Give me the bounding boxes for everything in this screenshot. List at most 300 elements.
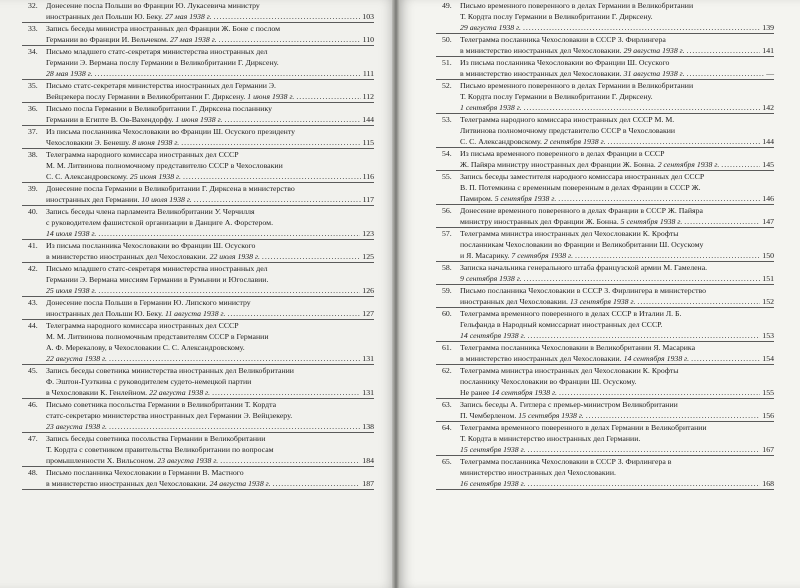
entry-title-line: Письмо посланника Чехословакии в Германии В. Мастного	[46, 468, 244, 477]
entry-title-end: в министерство иностранных дел Чехословакии.	[46, 479, 208, 488]
entry-last-line	[460, 410, 774, 421]
entry-body	[460, 34, 774, 56]
entry-page-number: 187	[362, 479, 374, 488]
entry-title-end: министру иностранных дел Франции Ж. Бонна.	[460, 217, 619, 226]
leader-dots	[181, 137, 360, 148]
entry-page-number: 126	[362, 286, 374, 295]
entry-body	[460, 57, 774, 79]
entry-last-line	[460, 193, 774, 204]
entry-title-end: С. С. Александровскому.	[460, 137, 542, 146]
entry-title-tail	[460, 159, 719, 170]
entry-number: 38.	[28, 150, 38, 159]
toc-entry	[22, 297, 374, 320]
leader-dots	[98, 228, 360, 239]
toc-entry	[436, 148, 774, 171]
entry-title-line: Донесение временного поверенного в делах Франции в СССР Ж. Пайяра	[460, 206, 703, 215]
entry-title-tail	[46, 308, 225, 319]
entry-title-tail	[46, 478, 271, 489]
entry-title-tail	[46, 387, 210, 398]
entry-title-line: Телеграмма министра иностранных дел Чехословакии К. Крофты	[460, 366, 679, 375]
entry-body	[46, 320, 374, 364]
entry-body	[460, 262, 774, 284]
entry-last-line	[46, 11, 374, 22]
toc-entry	[436, 171, 774, 205]
entry-page-number: —	[766, 69, 774, 78]
toc-entry	[436, 422, 774, 456]
entry-title-line: А. Ф. Мерекалову, в Чехословакии С. С. Александровскому.	[46, 343, 245, 352]
entry-body	[460, 0, 774, 33]
entry-last-line	[46, 285, 374, 296]
entry-title-line: Гельфанда в Народный комиссариат иностранных дел СССР.	[460, 320, 663, 329]
entry-number: 54.	[442, 149, 452, 158]
entry-page-number: 117	[362, 195, 374, 204]
entry-page-number: 155	[762, 388, 774, 397]
entry-page-number: 168	[762, 479, 774, 488]
entry-title-line: Донесение посла Польши во Франции Ю. Лукасевича министру	[46, 1, 260, 10]
entry-title-line: Т. Кордта послу Германии в Великобритании Г. Дирксену.	[460, 12, 653, 21]
entry-title-tail	[46, 421, 107, 432]
entry-title-line: Записка начальника генерального штаба французской армии М. Гамелена.	[460, 263, 708, 272]
entry-date: 14 июля 1938 г.	[46, 229, 97, 238]
entry-body	[46, 365, 374, 398]
entry-title-line: Телеграмма народного комиссара иностранных дел СССР	[46, 321, 239, 330]
entry-page-number: 144	[362, 115, 374, 124]
entry-number: 43.	[28, 298, 38, 307]
entry-last-line	[46, 114, 374, 125]
entry-body	[46, 80, 374, 102]
entry-date: 22 июля 1938 г.	[209, 252, 260, 261]
entry-date: 8 июня 1938 г.	[132, 138, 180, 147]
leader-dots	[721, 159, 760, 170]
entry-title-end: промышленности Х. Вильсоном.	[46, 456, 156, 465]
entry-title-line: Запись беседы члена парламента Великобритании У. Черчилля	[46, 207, 255, 216]
entry-number: 49.	[442, 1, 452, 10]
entry-title-tail	[46, 455, 218, 466]
toc-entry	[436, 0, 774, 34]
entry-body	[46, 149, 374, 182]
entry-last-line	[46, 308, 374, 319]
entry-number: 36.	[28, 104, 38, 113]
entry-title-tail	[460, 45, 685, 56]
entry-title-end: в министерство иностранных дел Чехословакии.	[460, 354, 622, 363]
entry-title-line: Донесение посла Германии в Великобритании Г. Дирксена в министерство	[46, 184, 295, 193]
entry-number: 57.	[442, 229, 452, 238]
entry-last-line	[46, 194, 374, 205]
toc-entry	[22, 320, 374, 365]
entry-number: 51.	[442, 58, 452, 67]
entry-page-number: 153	[762, 331, 774, 340]
toc-entry	[22, 433, 374, 467]
entry-last-line	[46, 251, 374, 262]
entry-title-end: иностранных дел Чехословакии.	[460, 297, 568, 306]
entry-title-end: Чехословакии Э. Бенешу.	[46, 138, 131, 147]
toc-entry	[436, 365, 774, 399]
entry-title-tail	[46, 114, 223, 125]
entry-body	[46, 297, 374, 319]
entry-body	[46, 46, 374, 79]
leader-dots	[687, 45, 761, 56]
leader-dots	[524, 102, 761, 113]
entry-title-line: Письмо младшего статс-секретаря министерства иностранных дел	[46, 264, 268, 273]
entry-body	[460, 171, 774, 204]
entry-page-number: 123	[362, 229, 374, 238]
entry-number: 53.	[442, 115, 452, 124]
entry-date: 5 сентября 1938 г.	[494, 194, 557, 203]
leader-dots	[559, 387, 760, 398]
entry-page-number: 116	[362, 172, 374, 181]
entry-title-end: С. С. Александровскому.	[46, 172, 128, 181]
leader-dots	[212, 387, 360, 398]
entry-date: 1 июня 1938 г.	[247, 92, 295, 101]
entry-title-line: Германии Э. Вермана послу Германии в Великобритании Г. Дирксену.	[46, 58, 279, 67]
leader-dots	[637, 296, 760, 307]
entry-title-line: Телеграмма посланника Чехословакии в СССР З. Фирлингера	[460, 35, 666, 44]
toc-entry	[22, 206, 374, 240]
entry-title-line: посланникам Чехословакии во Франции и Великобритании Ш. Осускому	[460, 240, 704, 249]
toc-entry	[22, 240, 374, 263]
leader-dots	[684, 216, 760, 227]
entry-last-line	[46, 228, 374, 239]
entry-title-tail	[46, 91, 294, 102]
entry-date: 15 сентября 1938 г.	[518, 411, 584, 420]
entry-title-line: Донесение посла Польши в Германии Ю. Липского министру	[46, 298, 251, 307]
entry-last-line	[460, 45, 774, 56]
entry-title-tail	[460, 136, 606, 147]
entry-date: 11 августа 1938 г.	[165, 309, 226, 318]
entry-body	[46, 103, 374, 125]
entry-date: 9 сентября 1938 г.	[460, 274, 522, 283]
entry-title-line: посланнику Чехословакии во Франции Ш. Осускому.	[460, 377, 637, 386]
entry-body	[46, 0, 374, 22]
entry-last-line	[460, 250, 774, 261]
entry-last-line	[460, 102, 774, 113]
leader-dots	[523, 22, 760, 33]
entry-title-tail	[460, 330, 526, 341]
leader-dots	[98, 285, 360, 296]
entry-title-tail	[460, 193, 556, 204]
entry-page-number: 110	[362, 35, 374, 44]
entry-body	[46, 206, 374, 239]
toc-entry	[22, 467, 374, 490]
entry-last-line	[46, 421, 374, 432]
entry-title-line: Телеграмма народного комиссара иностранных дел СССР М. М.	[460, 115, 675, 124]
entry-page-number: 152	[762, 297, 774, 306]
entry-title-end: иностранных дел Германии.	[46, 195, 140, 204]
entry-title-line: Телеграмма министра иностранных дел Чехословакии К. Крофты	[460, 229, 679, 238]
entry-title-tail	[460, 353, 689, 364]
entry-title-line: министерство иностранных дел Чехословакии.	[460, 468, 616, 477]
entry-title-line: Т. Кордта с советником правительства Великобритании по вопросам	[46, 445, 274, 454]
entry-title-line: Запись беседы советника посольства Германии в Великобритании	[46, 434, 266, 443]
entry-last-line	[460, 216, 774, 227]
entry-page-number: 111	[362, 69, 374, 78]
toc-entry	[436, 205, 774, 228]
entry-date: 14 сентября 1938 г.	[623, 354, 690, 363]
entry-last-line	[46, 387, 374, 398]
toc-entry	[22, 23, 374, 46]
entry-title-tail	[46, 68, 93, 79]
entry-body	[460, 422, 774, 455]
entry-title-line: В. П. Потемкина с временным поверенным в делах Франции в СССР Ж.	[460, 183, 701, 192]
entry-page-number: 146	[762, 194, 774, 203]
entry-title-line: М. М. Литвинова полномочному представителю СССР в Чехословакии	[46, 161, 283, 170]
entry-title-line: Письмо временного поверенного в делах Германии в Великобритании	[460, 81, 694, 90]
entry-body	[46, 240, 374, 262]
entry-title-line: Германии Э. Вермана миссиям Германии в Румынии и Югославии.	[46, 275, 269, 284]
entry-title-end: Не ранее	[460, 388, 490, 397]
leader-dots	[586, 410, 761, 421]
entry-title-end: в министерство иностранных дел Чехословакии.	[460, 46, 622, 55]
entry-title-tail	[46, 251, 260, 262]
entry-last-line	[460, 159, 774, 170]
entry-number: 37.	[28, 127, 38, 136]
entry-body	[460, 148, 774, 170]
entry-title-tail	[460, 444, 526, 455]
entry-date: 23 августа 1938 г.	[157, 456, 219, 465]
entry-title-line: Из письма посланника Чехословакии во Франции Ш. Осуского	[460, 58, 670, 67]
entry-title-line: М. М. Литвинова полномочным представителям СССР в Германии	[46, 332, 269, 341]
entry-last-line	[46, 353, 374, 364]
entry-number: 63.	[442, 400, 452, 409]
toc-entry	[22, 183, 374, 206]
entry-title-line: Из письма временного поверенного в делах Франции в СССР	[460, 149, 665, 158]
entry-title-line: Из письма посланника Чехословакии во Франции Ш. Осуского президенту	[46, 127, 296, 136]
leader-dots	[183, 171, 361, 182]
entry-last-line	[46, 455, 374, 466]
entry-date: 1 июня 1938 г.	[175, 115, 223, 124]
entry-title-tail	[460, 102, 522, 113]
entry-title-line: Т. Кордта в министерство иностранных дел Германии.	[460, 434, 641, 443]
entry-body	[460, 285, 774, 307]
leader-dots	[109, 353, 360, 364]
toc-entry	[22, 0, 374, 23]
toc-entry	[22, 126, 374, 149]
entry-title-tail	[460, 273, 522, 284]
leader-dots	[214, 11, 361, 22]
leader-dots	[528, 444, 761, 455]
entry-date: 14 сентября 1938 г.	[460, 331, 526, 340]
entry-last-line	[46, 91, 374, 102]
leader-dots	[608, 136, 761, 147]
entry-title-tail	[460, 387, 557, 398]
entry-title-end: иностранных дел Польши Ю. Беку.	[46, 12, 164, 21]
entry-title-line: Телеграмма посланника Чехословакии в СССР З. Фирлингера в	[460, 457, 672, 466]
toc-entry	[436, 399, 774, 422]
entry-date: 1 сентября 1938 г.	[460, 103, 522, 112]
leader-dots	[524, 273, 761, 284]
entry-number: 34.	[28, 47, 38, 56]
entry-body	[46, 23, 374, 45]
entry-date: 7 сентября 1938 г.	[511, 251, 574, 260]
entry-title-end: Памиром.	[460, 194, 493, 203]
entry-page-number: 127	[362, 309, 374, 318]
entry-page-number: 138	[362, 422, 374, 431]
toc-entry	[436, 285, 774, 308]
entry-title-end: в Чехословакии К. Генлейном.	[46, 388, 148, 397]
entry-last-line	[46, 478, 374, 489]
toc-list-right	[436, 0, 774, 490]
entry-date: 28 мая 1938 г.	[46, 69, 93, 78]
entry-body	[460, 308, 774, 341]
entry-number: 47.	[28, 434, 38, 443]
entry-last-line	[46, 68, 374, 79]
entry-number: 35.	[28, 81, 38, 90]
entry-title-tail	[46, 228, 96, 239]
entry-number: 62.	[442, 366, 452, 375]
toc-entry	[436, 114, 774, 148]
entry-title-line: Т. Кордта послу Германии в Великобритании Г. Дирксену.	[460, 92, 653, 101]
entry-number: 39.	[28, 184, 38, 193]
entry-last-line	[46, 137, 374, 148]
entry-number: 64.	[442, 423, 452, 432]
entry-title-line: Телеграмма народного комиссара иностранных дел СССР	[46, 150, 239, 159]
left-page	[0, 0, 396, 588]
entry-body	[460, 365, 774, 398]
entry-number: 55.	[442, 172, 452, 181]
entry-title-line: Письмо советника посольства Германии в Великобритании Т. Кордта	[46, 400, 277, 409]
leader-dots	[219, 34, 361, 45]
entry-title-line: с руководителем фашистской организации в Данциге А. Форстером.	[46, 218, 274, 227]
entry-date: 27 мая 1938 г.	[165, 12, 212, 21]
leader-dots	[262, 251, 360, 262]
entry-date: 2 сентября 1938 г.	[657, 160, 720, 169]
leader-dots	[558, 193, 760, 204]
entry-number: 56.	[442, 206, 452, 215]
entry-title-line: Письмо младшего статс-секретаря министерства иностранных дел	[46, 47, 268, 56]
entry-title-tail	[460, 250, 573, 261]
entry-body	[460, 228, 774, 261]
entry-title-tail	[460, 216, 682, 227]
entry-page-number: 144	[762, 137, 774, 146]
entry-page-number: 112	[362, 92, 374, 101]
entry-date: 22 августа 1938 г.	[149, 388, 211, 397]
entry-page-number: 154	[762, 354, 774, 363]
entry-body	[46, 399, 374, 432]
entry-date: 23 августа 1938 г.	[46, 422, 107, 431]
entry-last-line	[460, 22, 774, 33]
entry-number: 59.	[442, 286, 452, 295]
entry-body	[46, 467, 374, 489]
entry-last-line	[46, 34, 374, 45]
entry-body	[460, 399, 774, 421]
entry-number: 61.	[442, 343, 452, 352]
entry-title-line: Письмо посланника Чехословакии в СССР З. Фирлингера в министерство	[460, 286, 707, 295]
entry-number: 32.	[28, 1, 38, 10]
entry-number: 48.	[28, 468, 38, 477]
entry-title-tail	[46, 137, 179, 148]
entry-date: 14 сентября 1938 г.	[491, 388, 557, 397]
entry-date: 10 июля 1938 г.	[141, 195, 192, 204]
toc-entry	[436, 308, 774, 342]
toc-list-left	[22, 0, 374, 490]
entry-page-number: 125	[362, 252, 374, 261]
entry-title-tail	[46, 11, 212, 22]
entry-last-line	[460, 296, 774, 307]
entry-title-line: Телеграмма временного поверенного в делах Германии в Великобритании	[460, 423, 707, 432]
entry-number: 40.	[28, 207, 38, 216]
entry-title-tail	[460, 410, 584, 421]
entry-date: 25 июля 1938 г.	[46, 286, 97, 295]
toc-entry	[436, 57, 774, 80]
leader-dots	[528, 330, 761, 341]
entry-page-number: 145	[762, 160, 774, 169]
entry-title-line: Телеграмма временного поверенного в делах СССР в Италии Л. Б.	[460, 309, 682, 318]
entry-date: 24 августа 1938 г.	[209, 479, 271, 488]
entry-number: 50.	[442, 35, 452, 44]
toc-entry	[22, 46, 374, 80]
entry-title-line: Ф. Эштон-Гуэткина с руководителем судето-немецкой партии	[46, 377, 252, 386]
entry-last-line	[460, 387, 774, 398]
leader-dots	[528, 478, 761, 489]
entry-title-line: Запись беседы заместителя народного комиссара иностранных дел СССР	[460, 172, 705, 181]
entry-title-end: Вейцзекера послу Германии в Великобритании Г. Дирксену.	[46, 92, 246, 101]
entry-last-line	[460, 273, 774, 284]
leader-dots	[194, 194, 361, 205]
toc-entry	[22, 365, 374, 399]
entry-date: 29 августа 1938 г.	[460, 23, 521, 32]
toc-entry	[22, 80, 374, 103]
entry-body	[460, 456, 774, 489]
entry-page-number: 103	[362, 12, 374, 21]
entry-number: 52.	[442, 81, 452, 90]
entry-page-number: 131	[362, 354, 374, 363]
entry-last-line	[460, 353, 774, 364]
entry-date: 29 августа 1938 г.	[623, 46, 685, 55]
entry-page-number: 115	[362, 138, 374, 147]
entry-page-number: 184	[362, 456, 374, 465]
entry-date: 27 мая 1938 г.	[170, 35, 217, 44]
entry-page-number: 147	[762, 217, 774, 226]
leader-dots	[687, 68, 765, 79]
entry-page-number: 167	[762, 445, 774, 454]
entry-date: 25 июня 1938 г.	[129, 172, 181, 181]
toc-entry	[22, 149, 374, 183]
toc-entry	[22, 103, 374, 126]
entry-body	[460, 80, 774, 113]
entry-date: 15 сентября 1938 г.	[460, 445, 526, 454]
entry-title-tail	[46, 353, 107, 364]
entry-page-number: 150	[762, 251, 774, 260]
entry-date: 13 сентября 1938 г.	[569, 297, 636, 306]
entry-title-end: Германии во Франции И. Вельчеком.	[46, 35, 169, 44]
entry-title-line: Запись беседы советника министерства иностранных дел Великобритании	[46, 366, 294, 375]
entry-page-number: 141	[762, 46, 774, 55]
entry-date: 31 августа 1938 г.	[623, 69, 685, 78]
entry-number: 41.	[28, 241, 38, 250]
leader-dots	[691, 353, 760, 364]
entry-title-tail	[460, 68, 685, 79]
entry-number: 58.	[442, 263, 452, 272]
entry-number: 33.	[28, 24, 38, 33]
entry-title-tail	[460, 478, 526, 489]
entry-title-line: Телеграмма посланника Чехословакии в Великобритании Я. Масарика	[460, 343, 696, 352]
entry-date: 22 августа 1938 г.	[46, 354, 107, 363]
entry-number: 42.	[28, 264, 38, 273]
entry-title-tail	[46, 34, 217, 45]
entry-date: 2 сентября 1938 г.	[543, 137, 606, 146]
leader-dots	[575, 250, 760, 261]
leader-dots	[109, 421, 360, 432]
book-gutter	[392, 0, 400, 588]
entry-title-line: Запись беседы министра иностранных дел Франции Ж. Боне с послом	[46, 24, 281, 33]
entry-number: 65.	[442, 457, 452, 466]
leader-dots	[225, 114, 361, 125]
entry-body	[460, 114, 774, 147]
leader-dots	[220, 455, 360, 466]
toc-entry	[22, 263, 374, 297]
leader-dots	[227, 308, 360, 319]
leader-dots	[95, 68, 361, 79]
